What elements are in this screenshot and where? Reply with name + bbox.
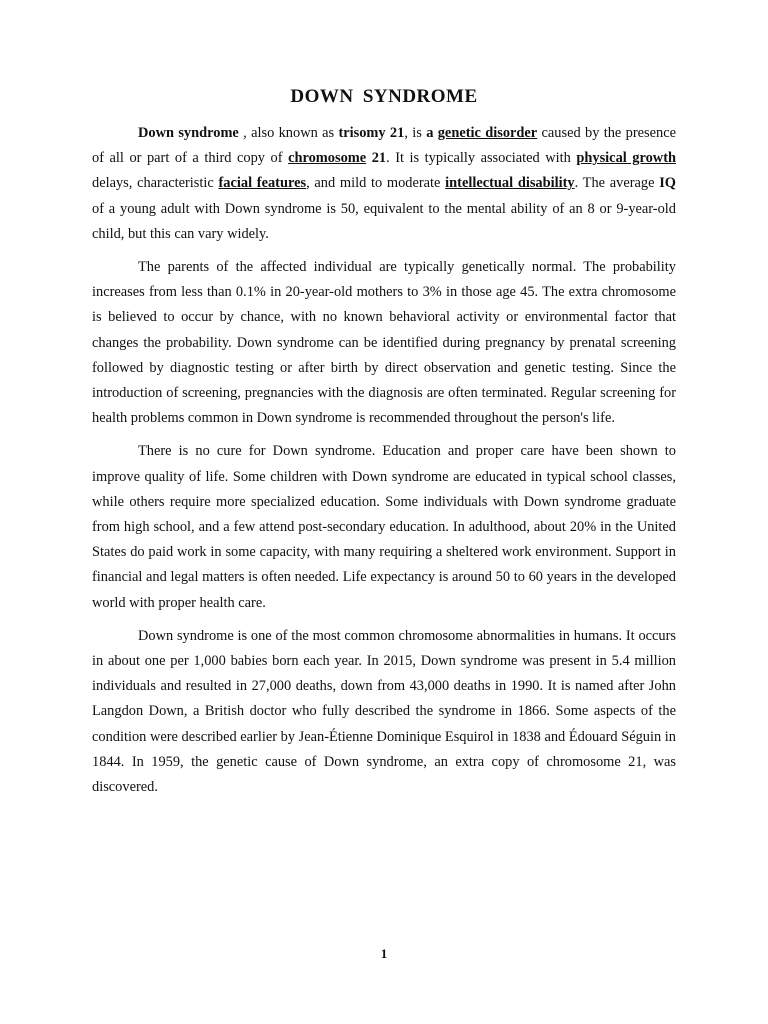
bold-term: 21 [371,150,387,167]
text-run: . The average [574,175,660,192]
paragraph-4 [92,624,676,800]
document-title: DOWN SYNDROME [290,86,478,107]
text-run: , is [404,125,427,141]
text-run: , and mild to moderate [306,175,446,192]
page-number: 1 [380,946,388,961]
bold-term: a [426,125,438,141]
text-run: caused by the presence of all or part of a third copy of [92,125,676,167]
text-run: There is no cure for Down syndrome. Education and proper care have been shown to improve quality of life. Some children with Down syndrome are educated in typical school classes, while others require more specialized education. Some individuals with Down syndrome graduate from high school, and a few attend post-secondary education. In adulthood, about 20% in the United States do paid work in some capacity, with many requiring a sheltered work environment. Support in financial and legal matters is often needed. Life expectancy is around 50 to 60 years in the developed world with proper health care. [92,443,676,611]
linked-term[interactable]: intellectual disability [445,175,575,192]
text-run: . It is typically associated with [386,150,577,167]
text-run: Down syndrome is one of the most common chromosome abnormalities in humans. It occurs in about one per 1,000 babies born each year. In 2015, Down syndrome was present in 5.4 million individuals and resulted in 27,000 deaths, down from 43,000 deaths in 1990. It is named after John Langdon Down, a British doctor who fully described the syndrome in 1866. Some aspects of the condition were described earlier by Jean-Étienne Dominique Esquirol in 1838 and Édouard Séguin in 1844. In 1959, the genetic cause of Down syndrome, an extra copy of chromosome 21, was discovered. [92,627,676,796]
text-run: , also known as [238,125,339,141]
bold-term: Down syndrome [138,125,239,141]
linked-term[interactable]: physical growth [576,150,676,167]
text-run: delays, characteristic [92,175,219,192]
text-run: The parents of the affected individual are typically genetically normal. The probability increases from less than 0.1% in 20-year-old mothers to 3% in those age 45. The extra chromosome is believed to occur by chance, with no known behavioral activity or environmental factor that changes the probability. Down syndrome can be identified during pregnancy by prenatal screening followed by diagnostic testing or after birth by direct observation and genetic testing. Since the introduction of screening, pregnancies with the diagnosis are often terminated. Regular screening for health problems common in Down syndrome is recommended throughout the person's life. [92,259,676,427]
linked-term[interactable]: facial features [218,175,307,192]
paragraph-3 [92,439,676,615]
paragraph-1 [92,121,676,247]
paragraph-2 [92,255,676,431]
linked-term[interactable]: genetic disorder [437,125,538,141]
text-run: of a young adult with Down syndrome is 50, equivalent to the mental ability of an 8 or 9-year-old child, but this can vary widely. [92,200,676,242]
bold-term: IQ [659,175,676,192]
bold-term: trisomy 21 [338,125,405,141]
linked-term[interactable]: chromosome [288,150,367,167]
document-body [92,121,676,808]
